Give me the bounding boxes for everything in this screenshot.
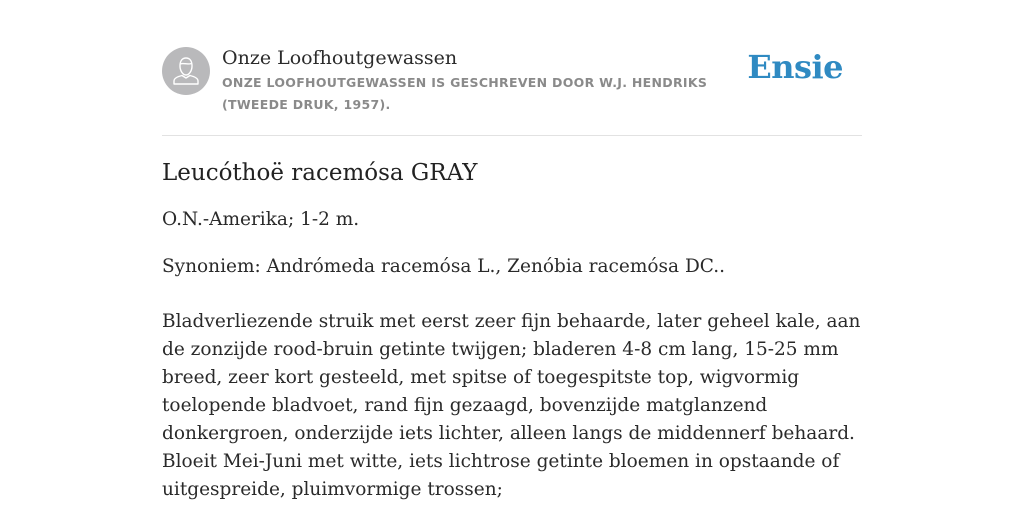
source-info [222, 44, 762, 116]
source-title[interactable]: Onze Loofhoutgewassen [222, 47, 458, 69]
article-paragraph: Synoniem: Andrómeda racemósa L., Zenóbia racemósa DC.. [162, 256, 726, 277]
source-avatar[interactable] [162, 47, 210, 95]
article-title: Leucóthoë racemósa GRAY [162, 160, 478, 186]
article [162, 156, 862, 512]
source-header [162, 44, 862, 136]
ensie-logo[interactable]: Ensie [747, 48, 843, 86]
article-paragraph: Bladverliezende struik met eerst zeer fijn behaarde, later geheel kale, aan de zonzijde rood-bruin getinte twijgen; bladeren 4-8 cm lang, 15-25 mm breed, zeer kort gesteeld, met spitse of toegespitste top, wigvormig toelopende bladvoet, rand fijn gezaagd, bovenzijde matglanzend donkergroen, onderzijde iets lichter, alleen langs de middennerf behaard. Bloeit Mei-Juni met witte, iets lichtrose getinte bloemen in opstaande of uitgespreide, pluimvormige trossen; [162, 311, 861, 500]
source-description: ONZE LOOFHOUTGEWASSEN IS GESCHREVEN DOOR W.J. HENDRIKS (TWEEDE DRUK, 1957). [222, 75, 708, 112]
article-paragraph: O.N.-Amerika; 1-2 m. [162, 209, 360, 230]
user-silhouette-icon [162, 47, 210, 95]
